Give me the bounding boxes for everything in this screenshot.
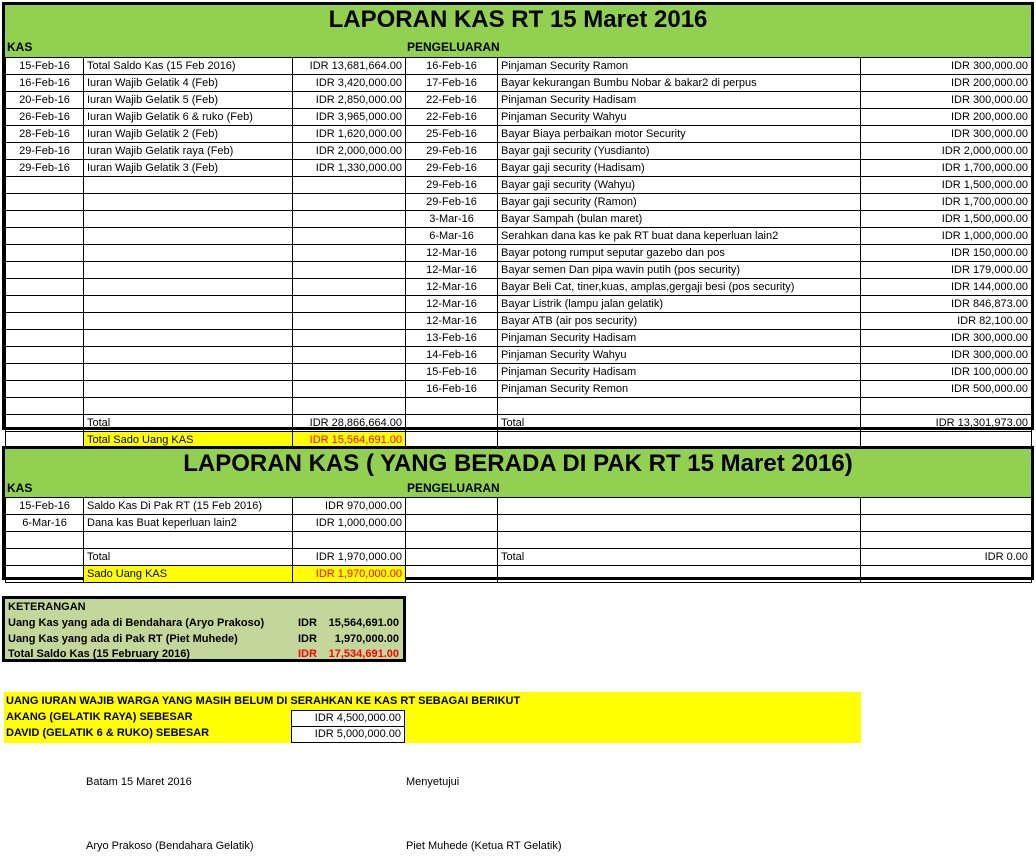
income-date: 6-Mar-16: [6, 515, 84, 532]
income-desc: [84, 398, 293, 415]
expense-amount: [861, 398, 1032, 415]
report1-pengeluaran-label: PENGELUARAN: [405, 37, 1031, 57]
income-desc: [84, 532, 293, 549]
report2-pengeluaran-label: PENGELUARAN: [405, 479, 1031, 497]
income-date: [6, 330, 84, 347]
expense-total-label: Total: [498, 415, 861, 432]
income-desc: [84, 177, 293, 194]
income-date: 15-Feb-16: [6, 58, 84, 75]
expense-amount: IDR 300,000.00: [861, 347, 1032, 364]
expense-amount: IDR 200,000.00: [861, 109, 1032, 126]
income-desc: [84, 245, 293, 262]
expense-amount: IDR 1,700,000.00: [861, 160, 1032, 177]
iuran-heading: UANG IURAN WAJIB WARGA YANG MASIH BELUM DI SERAHKAN KE KAS RT SEBAGAI BERIKUT: [6, 695, 521, 707]
expense-desc: Bayar Listrik (lampu jalan gelatik): [498, 296, 861, 313]
expense-amount: IDR 500,000.00: [861, 381, 1032, 398]
income-desc: [84, 313, 293, 330]
expense-amount: IDR 150,000.00: [861, 245, 1032, 262]
expense-amount: IDR 82,100.00: [861, 313, 1032, 330]
report2-table: [5, 497, 1032, 583]
table-cell: [6, 415, 84, 432]
expense-amount: IDR 1,700,000.00: [861, 194, 1032, 211]
income-desc: [84, 194, 293, 211]
expense-date: 13-Feb-16: [406, 330, 498, 347]
income-desc: [84, 279, 293, 296]
expense-desc: Bayar gaji security (Ramon): [498, 194, 861, 211]
table-row: [6, 58, 1032, 75]
expense-amount: IDR 2,000,000.00: [861, 143, 1032, 160]
income-amount: IDR 2,000,000.00: [293, 143, 406, 160]
saldo-label: Total Sado Uang KAS: [84, 432, 293, 449]
expense-date: [406, 398, 498, 415]
keterangan-label: Total Saldo Kas (15 February 2016): [8, 648, 190, 660]
iuran-label: AKANG (GELATIK RAYA) SEBESAR: [6, 711, 193, 723]
expense-desc: Bayar potong rumput seputar gazebo dan pos: [498, 245, 861, 262]
income-amount: [293, 194, 406, 211]
saldo-value: IDR 15,564,691.00: [293, 432, 406, 449]
income-amount: IDR 970,000.00: [293, 498, 406, 515]
income-date: 29-Feb-16: [6, 160, 84, 177]
report1-kas-label: KAS: [5, 37, 405, 57]
income-desc: Saldo Kas Di Pak RT (15 Feb 2016): [84, 498, 293, 515]
expense-desc: Pinjaman Security Hadisam: [498, 330, 861, 347]
iuran-label: DAVID (GELATIK 6 & RUKO) SEBESAR: [6, 727, 210, 739]
income-amount: [293, 381, 406, 398]
income-date: 15-Feb-16: [6, 498, 84, 515]
income-amount: [293, 364, 406, 381]
expense-amount: IDR 300,000.00: [861, 92, 1032, 109]
table-row: [6, 92, 1032, 109]
table-cell: [406, 549, 498, 566]
table-row: [6, 194, 1032, 211]
expense-total-label: Total: [498, 549, 861, 566]
table-row: [6, 245, 1032, 262]
expense-date: 29-Feb-16: [406, 177, 498, 194]
expense-date: 22-Feb-16: [406, 109, 498, 126]
income-amount: [293, 532, 406, 549]
income-desc: [84, 381, 293, 398]
income-desc: [84, 228, 293, 245]
table-cell: [6, 566, 84, 583]
income-desc: Total Saldo Kas (15 Feb 2016): [84, 58, 293, 75]
income-date: 16-Feb-16: [6, 75, 84, 92]
iuran-amount: IDR 4,500,000.00: [291, 710, 405, 727]
income-desc: Iuran Wajib Gelatik 2 (Feb): [84, 126, 293, 143]
income-amount: [293, 245, 406, 262]
expense-desc: Bayar gaji security (Yusdianto): [498, 143, 861, 160]
income-amount: [293, 313, 406, 330]
keterangan-currency: IDR: [298, 648, 317, 660]
expense-date: 12-Mar-16: [406, 262, 498, 279]
table-cell: [406, 566, 498, 583]
expense-desc: Pinjaman Security Ramon: [498, 58, 861, 75]
expense-amount: [861, 515, 1032, 532]
income-amount: IDR 2,850,000.00: [293, 92, 406, 109]
table-row: [6, 262, 1032, 279]
expense-desc: Bayar Sampah (bulan maret): [498, 211, 861, 228]
table-row: [6, 330, 1032, 347]
income-desc: Iuran Wajib Gelatik 5 (Feb): [84, 92, 293, 109]
income-desc: [84, 330, 293, 347]
income-desc: Iuran Wajib Gelatik 4 (Feb): [84, 75, 293, 92]
table-row: [6, 398, 1032, 415]
income-amount: [293, 279, 406, 296]
income-amount: [293, 177, 406, 194]
expense-desc: Bayar ATB (air pos security): [498, 313, 861, 330]
total-row: [6, 415, 1032, 432]
expense-total: IDR 0.00: [861, 549, 1032, 566]
table-row: [6, 364, 1032, 381]
expense-date: 22-Feb-16: [406, 92, 498, 109]
report2-kas-label: KAS: [5, 479, 405, 497]
income-date: 20-Feb-16: [6, 92, 84, 109]
table-row: [6, 143, 1032, 160]
report1-table: [5, 57, 1032, 449]
income-date: 29-Feb-16: [6, 143, 84, 160]
table-row: [6, 381, 1032, 398]
expense-date: [406, 498, 498, 515]
income-date: [6, 245, 84, 262]
report2-title: LAPORAN KAS ( YANG BERADA DI PAK RT 15 Maret 2016): [5, 449, 1031, 479]
expense-date: 25-Feb-16: [406, 126, 498, 143]
income-amount: [293, 262, 406, 279]
table-row: [6, 126, 1032, 143]
expense-amount: IDR 1,500,000.00: [861, 177, 1032, 194]
expense-desc: Bayar Biaya perbaikan motor Security: [498, 126, 861, 143]
expense-date: 3-Mar-16: [406, 211, 498, 228]
expense-date: 12-Mar-16: [406, 313, 498, 330]
table-row: [6, 211, 1032, 228]
expense-amount: IDR 300,000.00: [861, 330, 1032, 347]
keterangan-heading: KETERANGAN: [8, 601, 86, 613]
income-date: 28-Feb-16: [6, 126, 84, 143]
expense-total: IDR 13,301,973.00: [861, 415, 1032, 432]
expense-date: 16-Feb-16: [406, 381, 498, 398]
expense-desc: Pinjaman Security Wahyu: [498, 109, 861, 126]
keterangan-value: 17,534,691.00: [328, 648, 399, 660]
expense-amount: IDR 300,000.00: [861, 126, 1032, 143]
expense-desc: [498, 532, 861, 549]
table-cell: [498, 566, 861, 583]
income-total-label: Total: [84, 415, 293, 432]
expense-date: 15-Feb-16: [406, 364, 498, 381]
table-row: [6, 498, 1032, 515]
income-date: [6, 228, 84, 245]
expense-desc: Pinjaman Security Hadisam: [498, 92, 861, 109]
expense-desc: [498, 515, 861, 532]
income-desc: [84, 364, 293, 381]
expense-date: 14-Feb-16: [406, 347, 498, 364]
income-amount: IDR 1,000,000.00: [293, 515, 406, 532]
table-row: [6, 347, 1032, 364]
table-row: [6, 515, 1032, 532]
income-date: [6, 398, 84, 415]
expense-desc: Pinjaman Security Remon: [498, 381, 861, 398]
income-date: [6, 313, 84, 330]
expense-date: 17-Feb-16: [406, 75, 498, 92]
table-row: [6, 109, 1032, 126]
place-date: Batam 15 Maret 2016: [86, 776, 192, 788]
table-cell: [6, 549, 84, 566]
income-amount: IDR 1,620,000.00: [293, 126, 406, 143]
expense-desc: Pinjaman Security Wahyu: [498, 347, 861, 364]
total-row: [6, 549, 1032, 566]
income-desc: [84, 296, 293, 313]
income-date: [6, 364, 84, 381]
expense-desc: Bayar Beli Cat, tiner,kuas, amplas,gergaji besi (pos security): [498, 279, 861, 296]
expense-amount: [861, 532, 1032, 549]
income-amount: IDR 3,420,000.00: [293, 75, 406, 92]
table-cell: [406, 415, 498, 432]
expense-amount: IDR 300,000.00: [861, 58, 1032, 75]
income-date: [6, 532, 84, 549]
saldo-label: Sado Uang KAS: [84, 566, 293, 583]
income-amount: [293, 347, 406, 364]
income-amount: [293, 228, 406, 245]
keterangan-box: [2, 596, 406, 662]
income-total: IDR 28,866,664.00: [293, 415, 406, 432]
income-total: IDR 1,970,000.00: [293, 549, 406, 566]
table-cell: [861, 566, 1032, 583]
expense-desc: Pinjaman Security Hadisam: [498, 364, 861, 381]
iuran-amount: IDR 5,000,000.00: [291, 726, 405, 743]
expense-amount: IDR 144,000.00: [861, 279, 1032, 296]
keterangan-label: Uang Kas yang ada di Pak RT (Piet Muhede): [8, 633, 238, 645]
income-amount: [293, 398, 406, 415]
income-total-label: Total: [84, 549, 293, 566]
expense-desc: Bayar semen Dan pipa wavin putih (pos security): [498, 262, 861, 279]
expense-date: [406, 532, 498, 549]
table-row: [6, 532, 1032, 549]
saldo-row: [6, 566, 1032, 583]
report1-title: LAPORAN KAS RT 15 Maret 2016: [5, 5, 1031, 37]
expense-date: 29-Feb-16: [406, 194, 498, 211]
income-date: [6, 296, 84, 313]
income-date: [6, 262, 84, 279]
expense-date: 12-Mar-16: [406, 296, 498, 313]
income-date: 26-Feb-16: [6, 109, 84, 126]
expense-desc: Bayar kekurangan Bumbu Nobar & bakar2 di perpus: [498, 75, 861, 92]
expense-amount: IDR 179,000.00: [861, 262, 1032, 279]
table-row: [6, 279, 1032, 296]
table-row: [6, 75, 1032, 92]
income-desc: [84, 211, 293, 228]
table-row: [6, 160, 1032, 177]
expense-amount: [861, 498, 1032, 515]
income-amount: [293, 211, 406, 228]
keterangan-value: 15,564,691.00: [328, 617, 399, 629]
income-desc: Dana kas Buat keperluan lain2: [84, 515, 293, 532]
income-date: [6, 211, 84, 228]
expense-desc: Bayar gaji security (Hadisam): [498, 160, 861, 177]
expense-date: 29-Feb-16: [406, 160, 498, 177]
expense-date: 12-Mar-16: [406, 245, 498, 262]
expense-desc: [498, 498, 861, 515]
income-desc: Iuran Wajib Gelatik 3 (Feb): [84, 160, 293, 177]
income-amount: IDR 3,965,000.00: [293, 109, 406, 126]
income-date: [6, 279, 84, 296]
income-amount: [293, 330, 406, 347]
expense-date: 29-Feb-16: [406, 143, 498, 160]
income-date: [6, 194, 84, 211]
keterangan-currency: IDR: [298, 617, 317, 629]
expense-amount: IDR 1,500,000.00: [861, 211, 1032, 228]
expense-amount: IDR 1,000,000.00: [861, 228, 1032, 245]
table-row: [6, 228, 1032, 245]
table-row: [6, 296, 1032, 313]
expense-date: 16-Feb-16: [406, 58, 498, 75]
income-date: [6, 177, 84, 194]
approve-label: Menyetujui: [406, 776, 460, 788]
expense-date: [406, 515, 498, 532]
income-date: [6, 347, 84, 364]
income-desc: [84, 262, 293, 279]
income-amount: IDR 1,330,000.00: [293, 160, 406, 177]
income-date: [6, 381, 84, 398]
expense-amount: IDR 200,000.00: [861, 75, 1032, 92]
treasurer-name: Aryo Prakoso (Bendahara Gelatik): [86, 840, 254, 852]
keterangan-value: 1,970,000.00: [334, 633, 399, 645]
saldo-value: IDR 1,970,000.00: [293, 566, 406, 583]
expense-amount: IDR 100,000.00: [861, 364, 1032, 381]
table-row: [6, 177, 1032, 194]
table-row: [6, 313, 1032, 330]
income-amount: IDR 13,681,664.00: [293, 58, 406, 75]
expense-date: 6-Mar-16: [406, 228, 498, 245]
income-desc: Iuran Wajib Gelatik raya (Feb): [84, 143, 293, 160]
head-name: Piet Muhede (Ketua RT Gelatik): [406, 840, 562, 852]
expense-desc: [498, 398, 861, 415]
expense-desc: Bayar gaji security (Wahyu): [498, 177, 861, 194]
expense-desc: Serahkan dana kas ke pak RT buat dana keperluan lain2: [498, 228, 861, 245]
expense-date: 12-Mar-16: [406, 279, 498, 296]
income-amount: [293, 296, 406, 313]
expense-amount: IDR 846,873.00: [861, 296, 1032, 313]
keterangan-currency: IDR: [298, 633, 317, 645]
income-desc: [84, 347, 293, 364]
keterangan-label: Uang Kas yang ada di Bendahara (Aryo Prakoso): [8, 617, 265, 629]
income-desc: Iuran Wajib Gelatik 6 & ruko (Feb): [84, 109, 293, 126]
